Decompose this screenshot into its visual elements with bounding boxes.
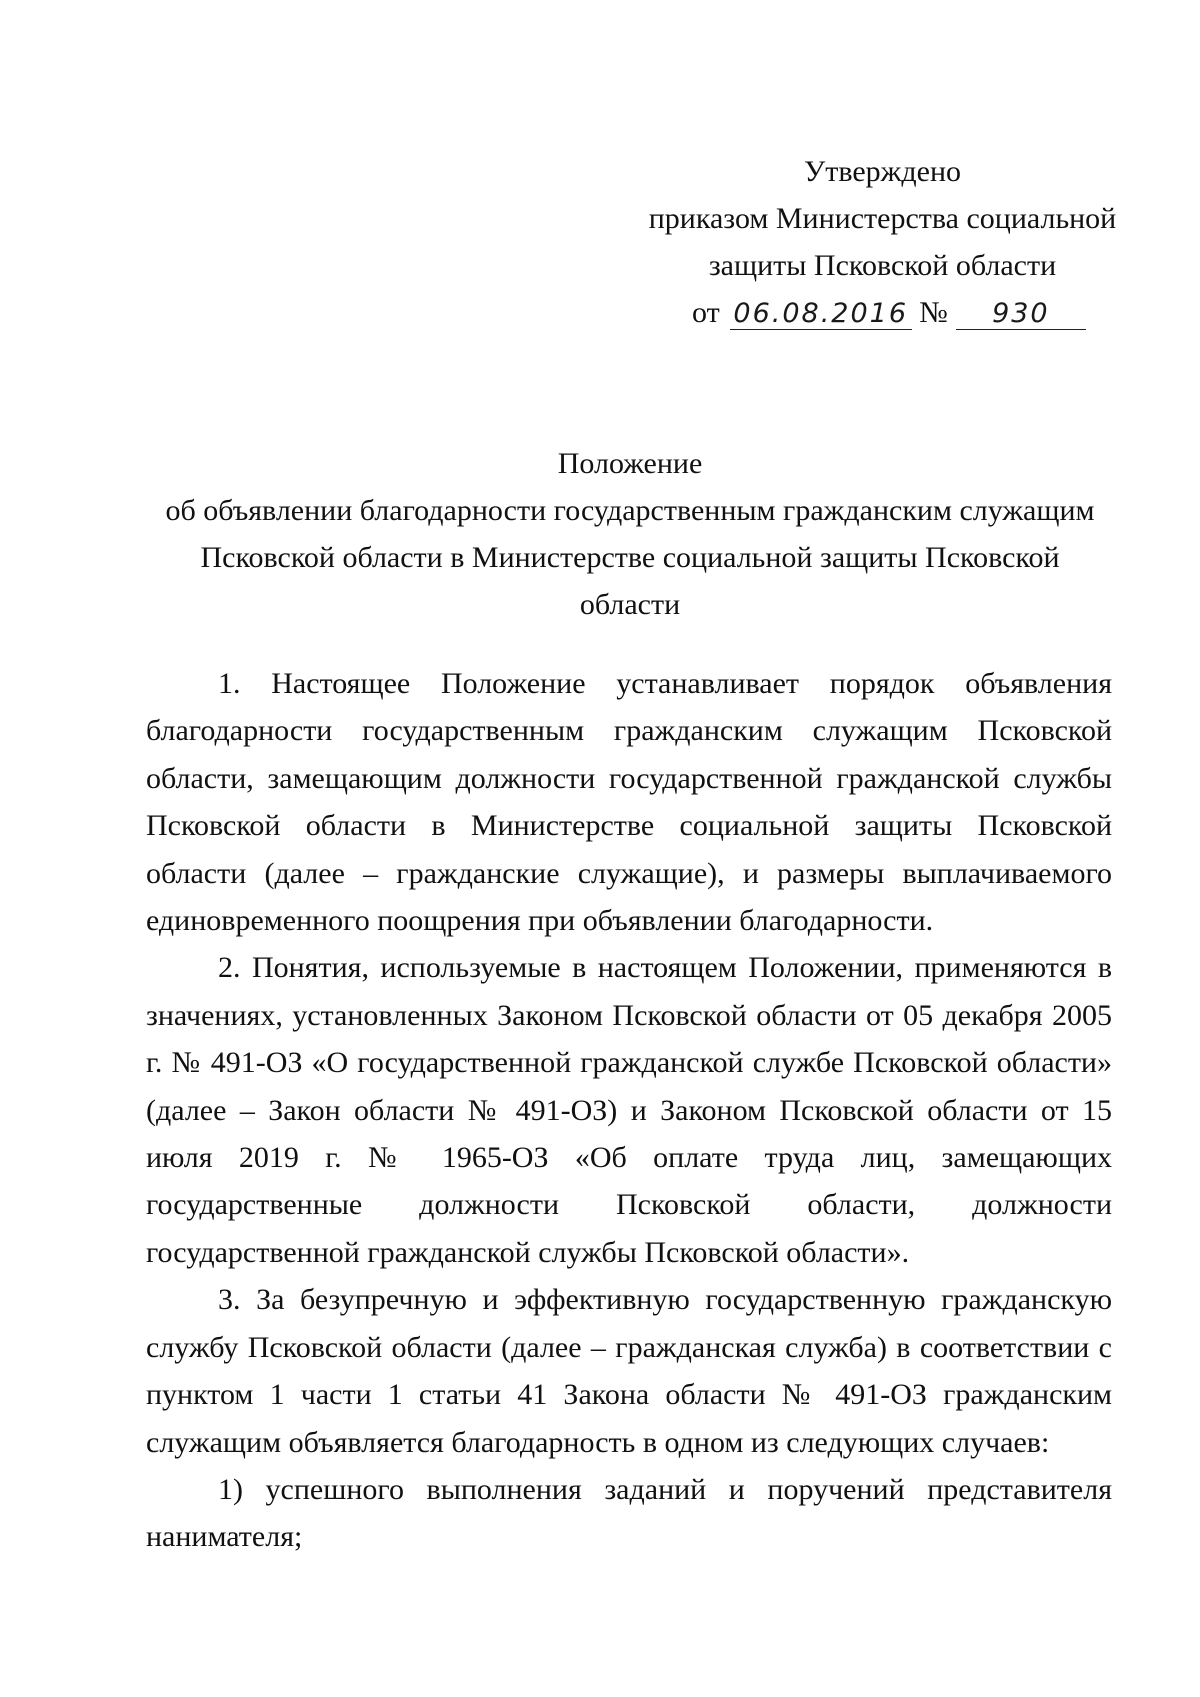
order-number-handwritten: 930	[956, 299, 1086, 330]
document-subtitle-line-1: об объявлении благодарности государственным гражданским служащим	[165, 494, 1095, 527]
order-from-prefix: от	[692, 296, 720, 329]
paragraph-3-item-1: 1) успешного выполнения заданий и поручений представителя нанимателя;	[146, 1472, 1112, 1554]
approval-stamp-block	[640, 148, 1125, 336]
document-heading: Положение	[557, 447, 703, 480]
document-title-block	[140, 440, 1120, 628]
order-number-sign: №	[919, 296, 948, 329]
approval-line-1: приказом Министерства социальной	[648, 202, 1117, 235]
order-reference	[640, 289, 1125, 336]
approval-line-2: защиты Псковской области	[708, 249, 1057, 282]
order-date-handwritten: 06.08.2016	[730, 299, 912, 330]
paragraph-3: 3. За безупречную и эффективную государственную гражданскую службу Псковской области (далее – гражданская служба) в соответствии с пунктом 1 части 1 статьи 41 Закона области № 491-ОЗ гражданским служащим объявляется благодарность в одном из следующих случаев:	[146, 1283, 1112, 1459]
document-subtitle-line-2: Псковской области в Министерстве социальной защиты Псковской	[200, 541, 1060, 574]
document-subtitle-line-3: области	[579, 588, 681, 621]
approval-title: Утверждено	[803, 155, 962, 188]
paragraph-1: 1. Настоящее Положение устанавливает порядок объявления благодарности государственным гражданским служащим Псковской области, замещающим должности государственной гражданской службы Псковской области в Министерстве социальной защиты Псковской области (далее – гражданские служащие), и размеры выплачиваемого единовременного поощрения при объявлении благодарности.	[146, 667, 1112, 938]
paragraph-2: 2. Понятия, используемые в настоящем Положении, применяются в значениях, установленных Законом Псковской области от 05 декабря 2005 г. № 491-ОЗ «О государственной гражданской службе Псковской области» (далее – Закон области № 491-ОЗ) и Законом Псковской области от 15 июля 2019 г. № 1965-ОЗ «Об оплате труда лиц, замещающих государственные должности Псковской области, должности государственной гражданской службы Псковской области».	[146, 951, 1112, 1269]
document-body	[146, 660, 1112, 1561]
